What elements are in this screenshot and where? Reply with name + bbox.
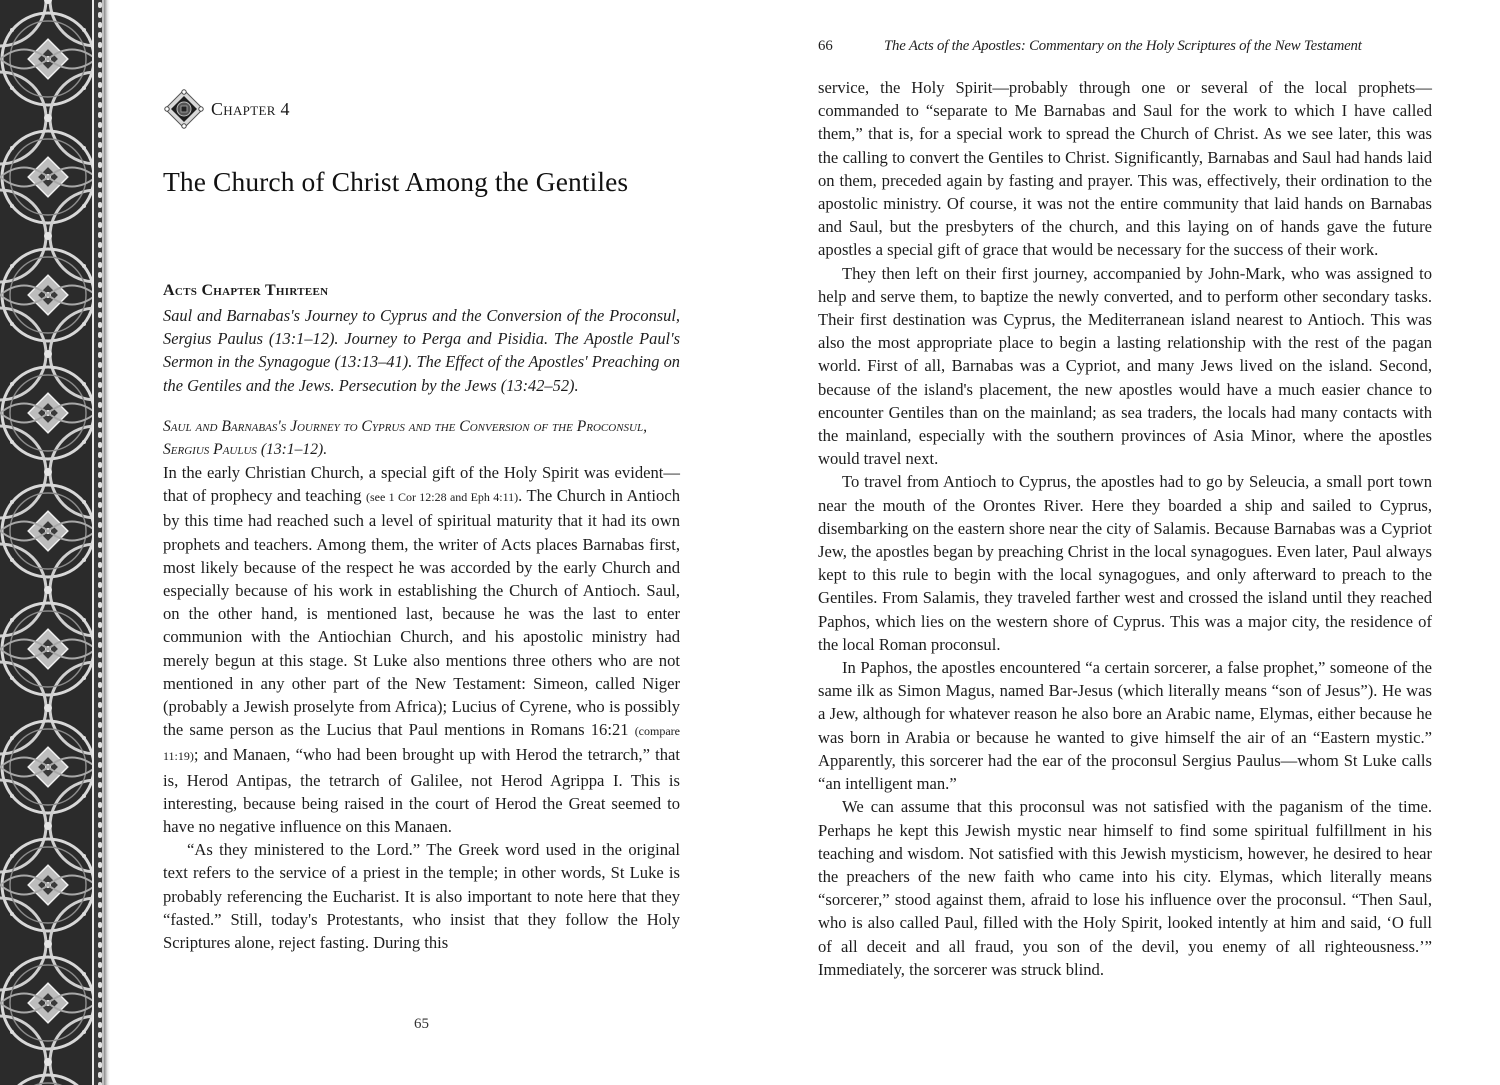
paragraph-text: ; and Manaen, “who had been brought up with Herod the tetrarch,” that is, Herod Antipas, the tetrarch of Galilee, not Herod Agrippa I. This is interesting, because being raised in the court of Herod the Great seemed to have no negative influence on this Manaen. — [163, 745, 680, 837]
chapter-title: The Church of Christ Among the Gentiles — [163, 166, 629, 197]
chapter-label: Chapter 4 — [211, 98, 290, 119]
paragraph: We can assume that this proconsul was not satisfied with the paganism of the time. Perhaps he kept this Jewish mystic near himself to find some spiritual fulfillment in his teaching and wisdom. Not satisfied with this Jewish mysticism, however, he desired to hear the preachers of the new faith who came into his city. Elymas, which literally means “sorcerer,” stood against them, afraid to lose his influence over the proconsul. “Then Saul, who is also called Paul, filled with the Holy Spirit, looked intently at him and said, ‘O full of all deceit and all fraud, you son of the devil, you enemy of all righteousness.’” Immediately, the sorcerer was struck blind. — [818, 797, 1432, 979]
paragraph: service, the Holy Spirit—probably through one or several of the local prophets—commanded to “separate to Me Barnabas and Saul for the work to which I have called them,” that is, for a special work to spread the Church of Christ. As we see later, this was the calling to convert the Gentiles to Christ. Significantly, Barnabas and Saul had hands laid on them, preceded again by fasting and prayer. This was, effectively, their ordination to the apostolic ministry. Of course, it was not the entire community that laid hands on Barnabas and Saul, but the presbyters of the church, and this laying on of hands gave the future apostles a special gift of grace that would be necessary for the success of their work. — [818, 78, 1432, 260]
paragraph: “As they ministered to the Lord.” The Greek word used in the original text refers to the service of a priest in the temple; in other words, St Luke is probably referencing the Eucharist. It is also important to note here that they “fasted.” Still, today's Protestants, who insist that they follow the Holy Scriptures alone, reject fasting. During this — [163, 840, 680, 953]
right-page — [818, 0, 1432, 1085]
paragraph: They then left on their first journey, accompanied by John-Mark, who was assigned to help and serve them, to baptize the newly converted, and to perform other secondary tasks. Their first destination was Cyprus, the Mediterranean island nearest to Antioch. This was also the most appropriate place to begin a lasting relationship with the rest of the pagan world. First of all, Barnabas was a Cypriot, and many Jews lived on the island. Second, because of the island's placement, the new apostles would have a much easier chance to encounter Gentiles than on the mainland; as sea traders, the locals had many contacts with the mainland, especially with the southern provinces of Asia Minor, where the apostles would travel next. — [818, 263, 1432, 469]
chapter-summary: Saul and Barnabas's Journey to Cyprus and the Conversion of the Proconsul, Sergius Paulus (13:1–12). Journey to Perga and Pisidia. The Apostle Paul's Sermon in the Synagogue (13:13–41). The Effect of the Apostles' Preaching on the Gentiles and the Jews. Persecution by the Jews (13:42–52). — [163, 306, 680, 395]
paragraph — [163, 461, 680, 838]
right-body-text — [818, 76, 1432, 981]
book-title: The Acts of the Apostles: Commentary on the Holy Scriptures of the New Testament — [884, 38, 1362, 54]
paragraph: In Paphos, the apostles encountered “a certain sorcerer, a false prophet,” someone of the same ilk as Simon Magus, named Bar-Jesus (which literally means “son of Jesus”). He was a Jew, although for whatever reason he also bore an Arabic name, Elymas, either because he was born in Arabia or because he wanted to give himself the air of an “Eastern mystic.” Apparently, this sorcerer had the ear of the proconsul Sergius Paulus—whom St Luke calls “an intelligent man.” — [818, 658, 1432, 794]
paragraph: To travel from Antioch to Cyprus, the apostles had to go by Seleucia, a small port town near the mouth of the Orontes River. Here they boarded a ship and sailed to Cyprus, disembarking on the eastern shore near the city of Salamis. Because Barnabas was a Cypriot Jew, the apostles began by preaching Christ in the local synagogues. Even later, Paul always kept to this rule to begin with the local synagogues, and only afterward to preach to the Gentiles. From Salamis, they traveled farther west and crossed the island until they reached Paphos, which lies on the western shore of Cyprus. This was a major city, the residence of the local Roman proconsul. — [818, 472, 1432, 654]
border-pattern-icon — [0, 0, 106, 1085]
left-page — [163, 0, 680, 1085]
section-heading: Acts Chapter Thirteen — [163, 282, 329, 299]
paragraph-text: In the early Christian Church, a special gift of the Holy Spirit was evident—that of prophecy and teaching — [163, 463, 680, 506]
celtic-knot-border — [0, 0, 106, 1085]
left-body-text — [163, 461, 680, 954]
page-gutter — [104, 0, 110, 1085]
paragraph-text: . The Church in Antioch by this time had reached such a level of spiritual maturity that it had its own prophets and teachers. Among them, the writer of Acts places Barnabas first, most likely because of the respect he was accorded by the early Church and especially because of his work in establishing the Church of Antioch. Saul, on the other hand, is mentioned last, because he was the last to enter communion with the Antiochian Church, and his apostolic ministry had merely begun at this stage. St Luke also mentions three others who are not mentioned in any other part of the New Testament: Simeon, called Niger (probably a Jewish proselyte from Africa); Lucius of Cyrene, who is possibly the same person as the Lucius that Paul mentions in Romans 16:21 — [163, 486, 680, 740]
page-number: 65 — [414, 1016, 429, 1032]
subheading: Saul and Barnabas's Journey to Cyprus and the Conversion of the Proconsul, Sergius Paulus (13:1–12). — [163, 418, 647, 459]
running-head — [818, 38, 1432, 55]
scripture-reference: (compare 11:19) — [163, 724, 680, 764]
page-number: 66 — [818, 38, 833, 54]
chapter-heading — [163, 88, 290, 130]
ornamental-diamond-icon — [163, 88, 205, 130]
scripture-reference: (see 1 Cor 12:28 and Eph 4:11) — [365, 490, 519, 505]
